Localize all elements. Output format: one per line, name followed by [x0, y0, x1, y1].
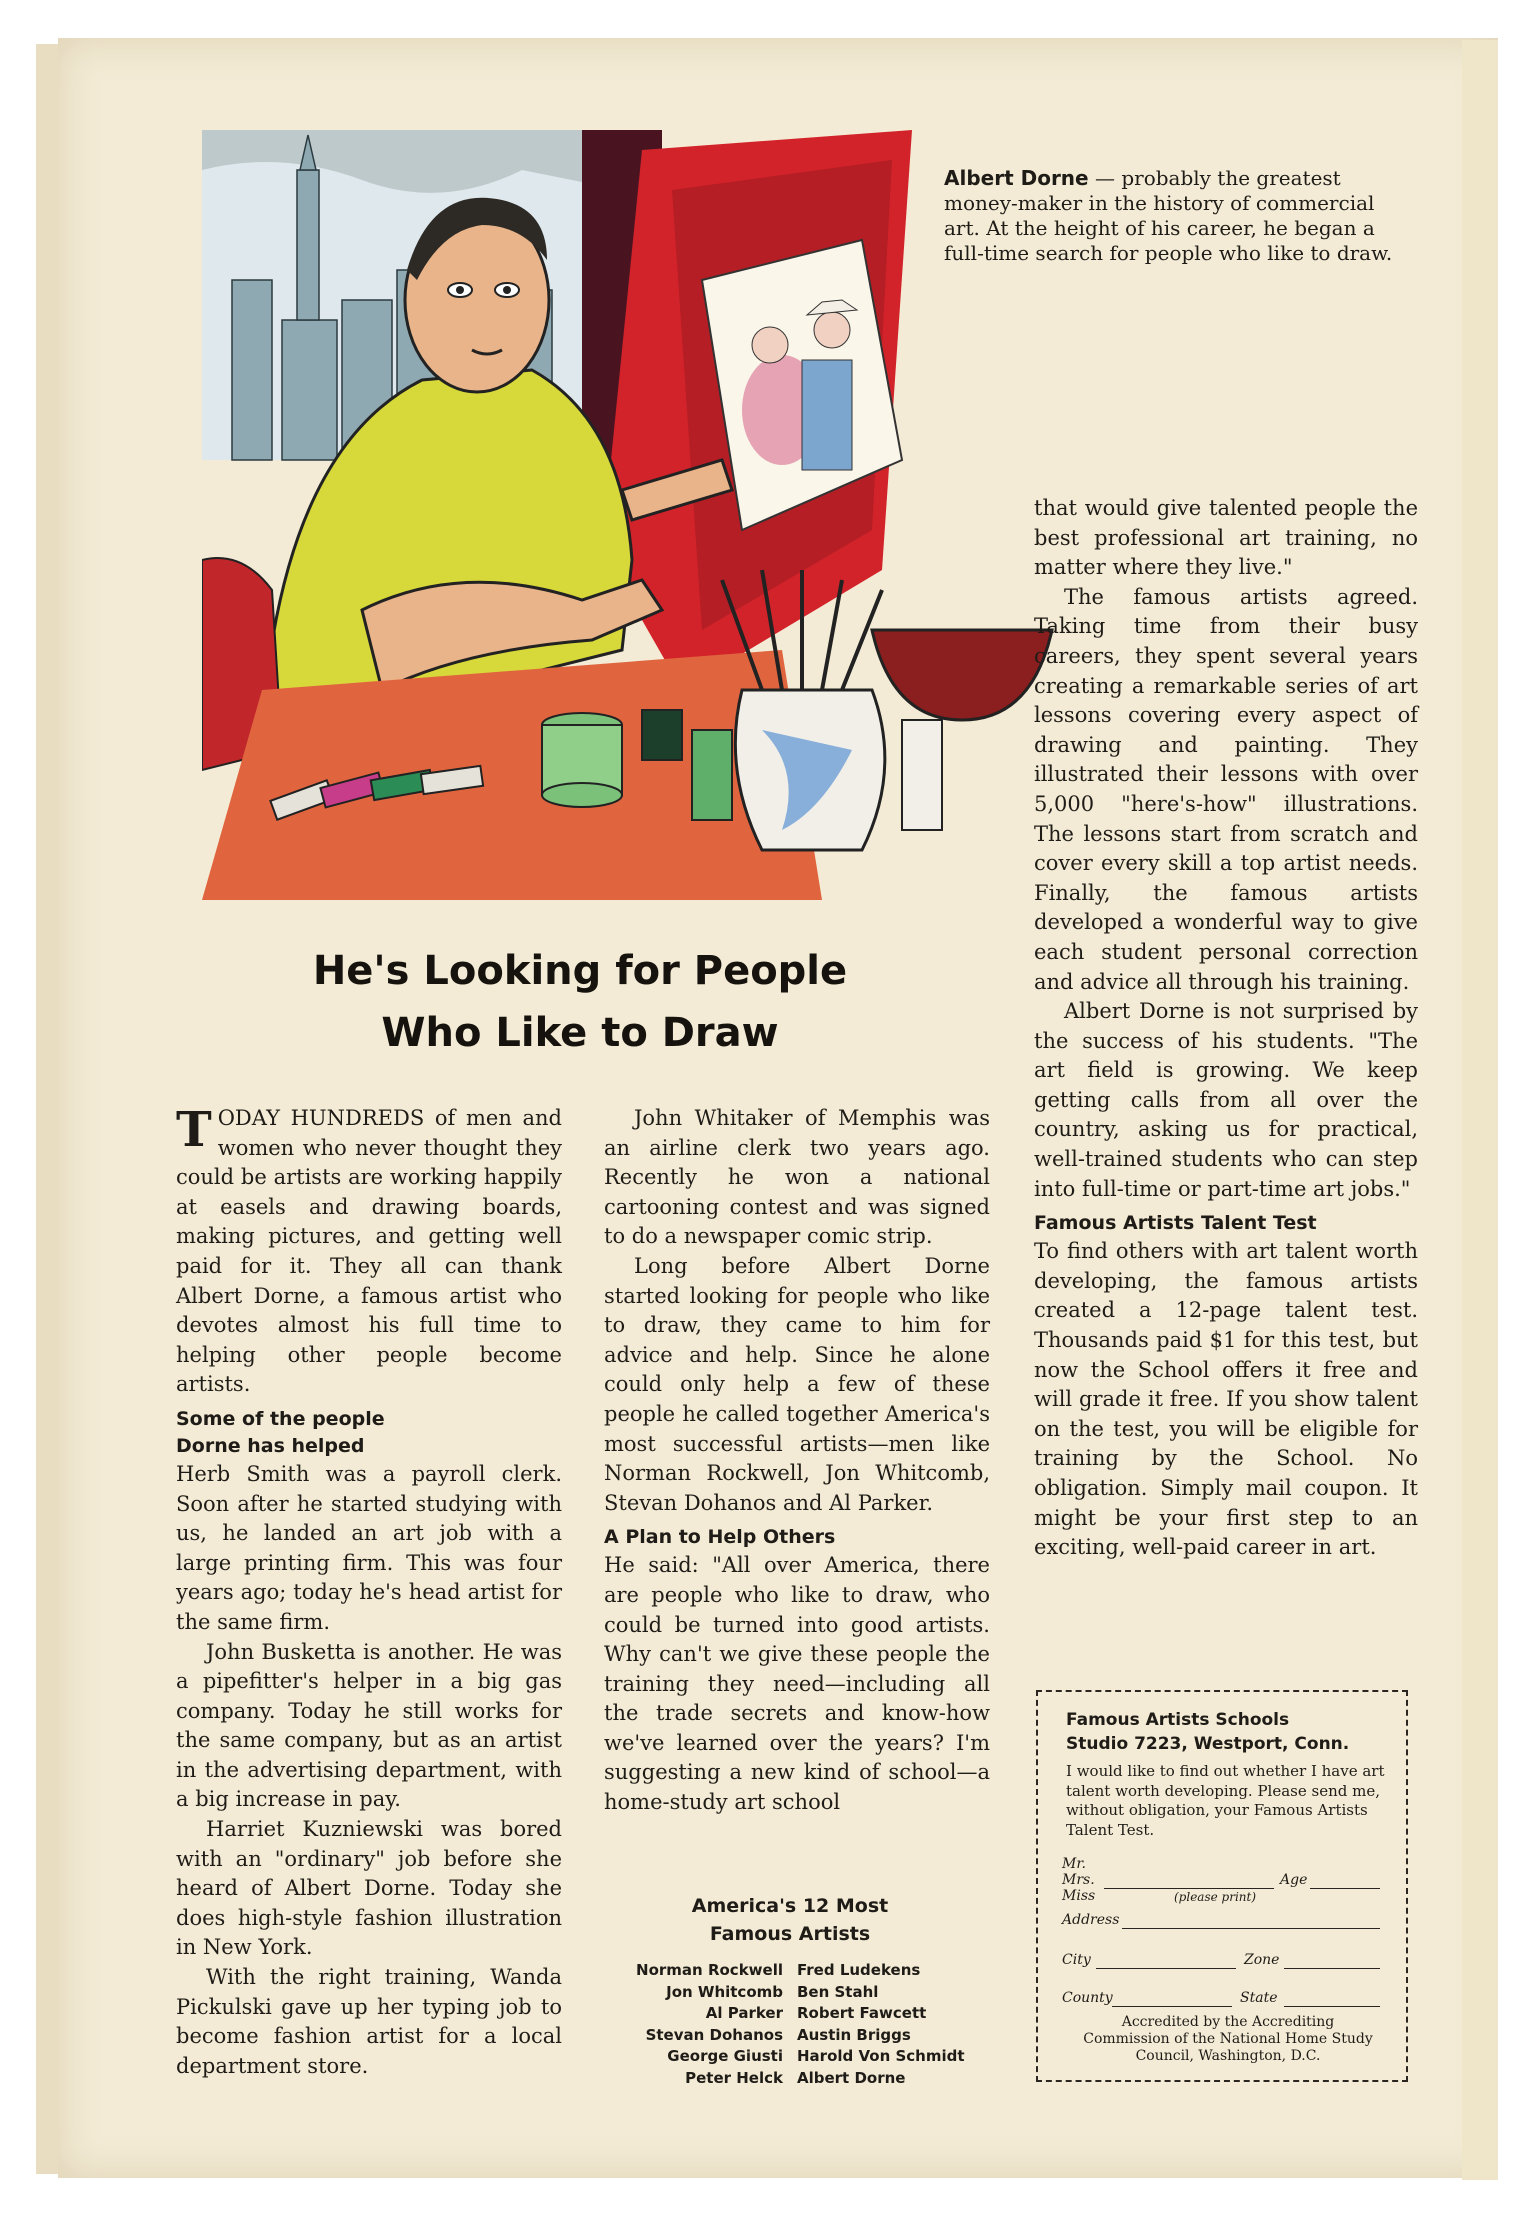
- accreditation-note: Accredited by the Accrediting Commission of the National Home Study Council, Washington, D.C.: [1083, 2014, 1373, 2064]
- coupon-studio: Studio 7223, Westport, Conn.: [1066, 1734, 1350, 1754]
- subhead-plan: A Plan to Help Others: [604, 1526, 836, 1549]
- field-label-mr: Mr.: [1062, 1856, 1086, 1872]
- artist-name: Fred Ludekens: [797, 1961, 921, 1979]
- coupon-school: Famous Artists Schools: [1066, 1710, 1290, 1730]
- artist-name: Austin Briggs: [797, 2025, 911, 2044]
- headline: [180, 940, 980, 1064]
- torn-right-edge: [1462, 40, 1498, 2180]
- subhead-people-2: Dorne has helped: [176, 1434, 365, 1457]
- age-field[interactable]: [1310, 1888, 1380, 1889]
- column-1: [176, 1104, 562, 2081]
- headline-line-1: He's Looking for People: [312, 948, 848, 994]
- artist-name: Al Parker: [705, 2004, 783, 2022]
- illustration-caption: [944, 166, 1404, 266]
- column-2: [604, 1104, 990, 1818]
- mail-coupon[interactable]: [1036, 1690, 1408, 2082]
- field-label-address: Address: [1062, 1912, 1120, 1928]
- artist-names: [590, 1960, 990, 2089]
- caption-text: — probably the greatest money-maker in the history of commercial art. At the height of his career, he began a full-time search for people who like to draw.: [944, 166, 1393, 265]
- col1-p1-text: of men and women who never thought they could be artists are working happily at easels and drawing boards, making pictures, and getting well paid for it. They all can thank Albert Dorne, a famous artist who devotes almost his full time to helping other people become artists.: [176, 1106, 563, 1397]
- artist-name: Jon Whitcomb: [666, 1982, 783, 2001]
- artist-name: Harold Von Schmidt: [797, 2047, 965, 2065]
- col1-paragraph-3: John Busketta is another. He was a pipefitter's helper in a big gas company. Today he still works for the same company, but as an artist in the advertising department, with a big increase in pay.: [176, 1639, 562, 1812]
- field-label-zone: Zone: [1244, 1952, 1280, 1968]
- col1-paragraph-2: Herb Smith was a payroll clerk. Soon after he started studying with us, he landed an art job with a large printing firm. This was four years ago; today he's head artist for the same firm.: [176, 1461, 562, 1634]
- artist-name: Robert Fawcett: [797, 2004, 927, 2022]
- artist-name: Albert Dorne: [797, 2068, 906, 2087]
- drop-cap: T: [176, 1102, 212, 1158]
- artist-name: Ben Stahl: [797, 1982, 879, 2001]
- name-field[interactable]: [1104, 1888, 1274, 1889]
- col3-paragraph-2: The famous artists agreed. Taking time from their busy careers, they spent several years creating a remarkable series of art lessons covering every aspect of drawing and painting. They illustrated their lessons with over 5,000 "here's-how" illustrations. The lessons start from scratch and cover every skill a top artist needs. Finally, the famous artists developed a wonderful way to give each student personal correction and advice all through his training.: [1034, 584, 1418, 994]
- subhead-talent-test: Famous Artists Talent Test: [1034, 1212, 1317, 1235]
- coupon-body: I would like to find out whether I have art talent worth developing. Please send me, without obligation, your Famous Artists Talent Test.: [1066, 1762, 1385, 1839]
- field-label-age: Age: [1280, 1872, 1308, 1888]
- col1-paragraph-4: Harriet Kuzniewski was bored with an "ordinary" job before she heard of Albert Dorne. Today she does high-style fashion illustration in New York.: [176, 1817, 562, 1960]
- col3-paragraph-1: that would give talented people the best professional art training, no matter where they live.": [1034, 496, 1418, 580]
- headline-line-2: Who Like to Draw: [381, 1010, 779, 1056]
- field-label-state: State: [1240, 1990, 1278, 2006]
- field-label-county: County: [1062, 1990, 1113, 2006]
- famous-title-2: Famous Artists: [709, 1923, 871, 1945]
- field-label-miss: Miss: [1062, 1888, 1096, 1904]
- artist-name: Norman Rockwell: [636, 1961, 783, 1979]
- artist-name: Peter Helck: [685, 2068, 783, 2087]
- col3-paragraph-3: Albert Dorne is not surprised by the success of his students. "The art field is growing. We keep getting calls from all over the country, asking us for practical, well-trained students who can step into full-time or part-time art jobs.": [1034, 999, 1418, 1201]
- state-field[interactable]: [1284, 2006, 1380, 2007]
- col2-paragraph-1: John Whitaker of Memphis was an airline clerk two years ago. Recently he won a national cartooning contest and was signed to do a newspaper comic strip.: [604, 1106, 990, 1249]
- city-field[interactable]: [1096, 1968, 1236, 1969]
- lead-small-caps: ODAY HUNDREDS: [217, 1106, 425, 1130]
- col3-paragraph-4: To find others with art talent worth developing, the famous artists created a 12-page talent test. Thousands paid $1 for this test, but now the School offers it free and will grade it free. If you show talent on the test, you will be eligible for training by the School. No obligation. Simply mail coupon. It might be your first step to an exciting, well-paid career in art.: [1034, 1239, 1418, 1560]
- please-print-note: (please print): [1174, 1890, 1257, 1904]
- artist-name: Stevan Dohanos: [645, 2025, 783, 2044]
- famous-artists-box: [590, 1892, 990, 2089]
- county-field[interactable]: [1112, 2006, 1232, 2007]
- field-label-city: City: [1062, 1952, 1091, 1968]
- col1-paragraph-5: With the right training, Wanda Pickulski gave up her typing job to become fashion artist for a local department store.: [176, 1965, 562, 2078]
- col2-paragraph-2: Long before Albert Dorne started looking for people who like to draw, they came to him for advice and help. Since he alone could only help a few of these people he called together America's most successful artists—men like Norman Rockwell, Jon Whitcomb, Stevan Dohanos and Al Parker.: [604, 1253, 990, 1515]
- famous-title-1: America's 12 Most: [691, 1895, 889, 1917]
- col1-paragraph-1: [176, 1104, 562, 1400]
- address-field[interactable]: [1122, 1928, 1380, 1929]
- coupon-header: [1066, 1708, 1349, 1756]
- subhead-people-1: Some of the people: [176, 1407, 385, 1430]
- field-label-mrs: Mrs.: [1062, 1872, 1095, 1888]
- col2-paragraph-3: He said: "All over America, there are people who like to draw, who could be turned into good artists. Why can't we give these people the training they need—including all the trade secrets and know-how we've learned over the years? I'm suggesting a new kind of school—a home-study art school: [604, 1553, 990, 1815]
- artist-name: George Giusti: [667, 2047, 783, 2065]
- column-3: [1034, 494, 1418, 1563]
- zone-field[interactable]: [1284, 1968, 1380, 1969]
- caption-name: Albert Dorne: [944, 166, 1089, 190]
